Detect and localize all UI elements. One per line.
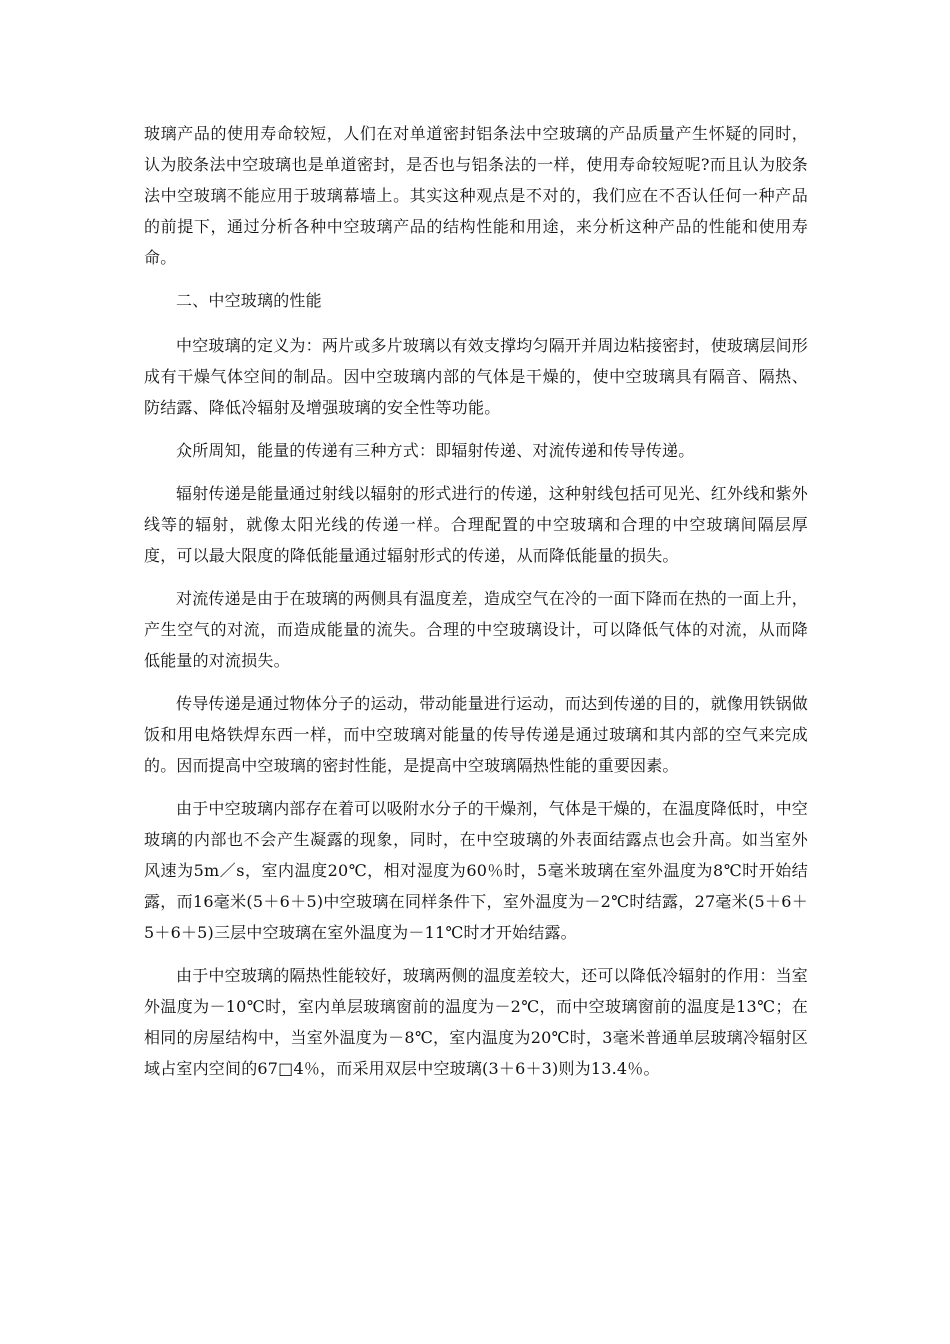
paragraph-energy-transfer: 众所周知，能量的传递有三种方式：即辐射传递、对流传递和传导传递。 bbox=[176, 441, 695, 460]
document-page bbox=[144, 118, 808, 1096]
paragraph-convection-transfer: 对流传递是由于在玻璃的两侧具有温度差，造成空气在冷的一面下降而在热的一面上升，产生空气的对流，而造成能量的流失。合理的中空玻璃设计，可以降低气体的对流，从而降低能量的对流损失。 bbox=[144, 589, 808, 670]
paragraph-condensation: 由于中空玻璃内部存在着可以吸附水分子的干燥剂，气体是干燥的，在温度降低时，中空玻璃的内部也不会产生凝露的现象，同时，在中空玻璃的外表面结露点也会升高。如当室外风速为5m／s，室内温度20℃，相对湿度为60％时，5毫米玻璃在室外温度为8℃时开始结露，而16毫米(5＋6＋5)中空玻璃在同样条件下，室外温度为－2℃时结露，27毫米(5＋6＋5＋6＋5)三层中空玻璃在室外温度为－11℃时才开始结露。 bbox=[144, 799, 808, 942]
paragraph-definition: 中空玻璃的定义为：两片或多片玻璃以有效支撑均匀隔开并周边粘接密封，使玻璃层间形成有干燥气体空间的制品。因中空玻璃内部的气体是干燥的，使中空玻璃具有隔音、隔热、防结露、降低冷辐射及增强玻璃的安全性等功能。 bbox=[144, 336, 808, 417]
paragraph-cold-radiation: 由于中空玻璃的隔热性能较好，玻璃两侧的温度差较大，还可以降低冷辐射的作用：当室外温度为－10℃时，室内单层玻璃窗前的温度为－2℃，而中空玻璃窗前的温度是13℃；在相同的房屋结构中，当室外温度为－8℃，室内温度为20℃时，3毫米普通单层玻璃冷辐射区域占室内空间的67□4％，而采用双层中空玻璃(3＋6＋3)则为13.4％。 bbox=[144, 966, 808, 1078]
paragraph-service-life: 玻璃产品的使用寿命较短，人们在对单道密封铝条法中空玻璃的产品质量产生怀疑的同时，认为胶条法中空玻璃也是单道密封，是否也与铝条法的一样，使用寿命较短呢?而且认为胶条法中空玻璃不能应用于玻璃幕墙上。其实这种观点是不对的，我们应在不否认任何一种产品的前提下，通过分析各种中空玻璃产品的结构性能和用途，来分析这种产品的性能和使用寿命。 bbox=[144, 124, 808, 267]
paragraph-conduction-transfer: 传导传递是通过物体分子的运动，带动能量进行运动，而达到传递的目的，就像用铁锅做饭和用电烙铁焊东西一样，而中空玻璃对能量的传导传递是通过玻璃和其内部的空气来完成的。因而提高中空玻璃的密封性能，是提高中空玻璃隔热性能的重要因素。 bbox=[144, 694, 808, 775]
paragraph-radiation-transfer: 辐射传递是能量通过射线以辐射的形式进行的传递，这种射线包括可见光、红外线和紫外线等的辐射，就像太阳光线的传递一样。合理配置的中空玻璃和合理的中空玻璃间隔层厚度，可以最大限度的降低能量通过辐射形式的传递，从而降低能量的损失。 bbox=[144, 484, 808, 565]
section-heading-performance: 二、中空玻璃的性能 bbox=[176, 291, 322, 310]
